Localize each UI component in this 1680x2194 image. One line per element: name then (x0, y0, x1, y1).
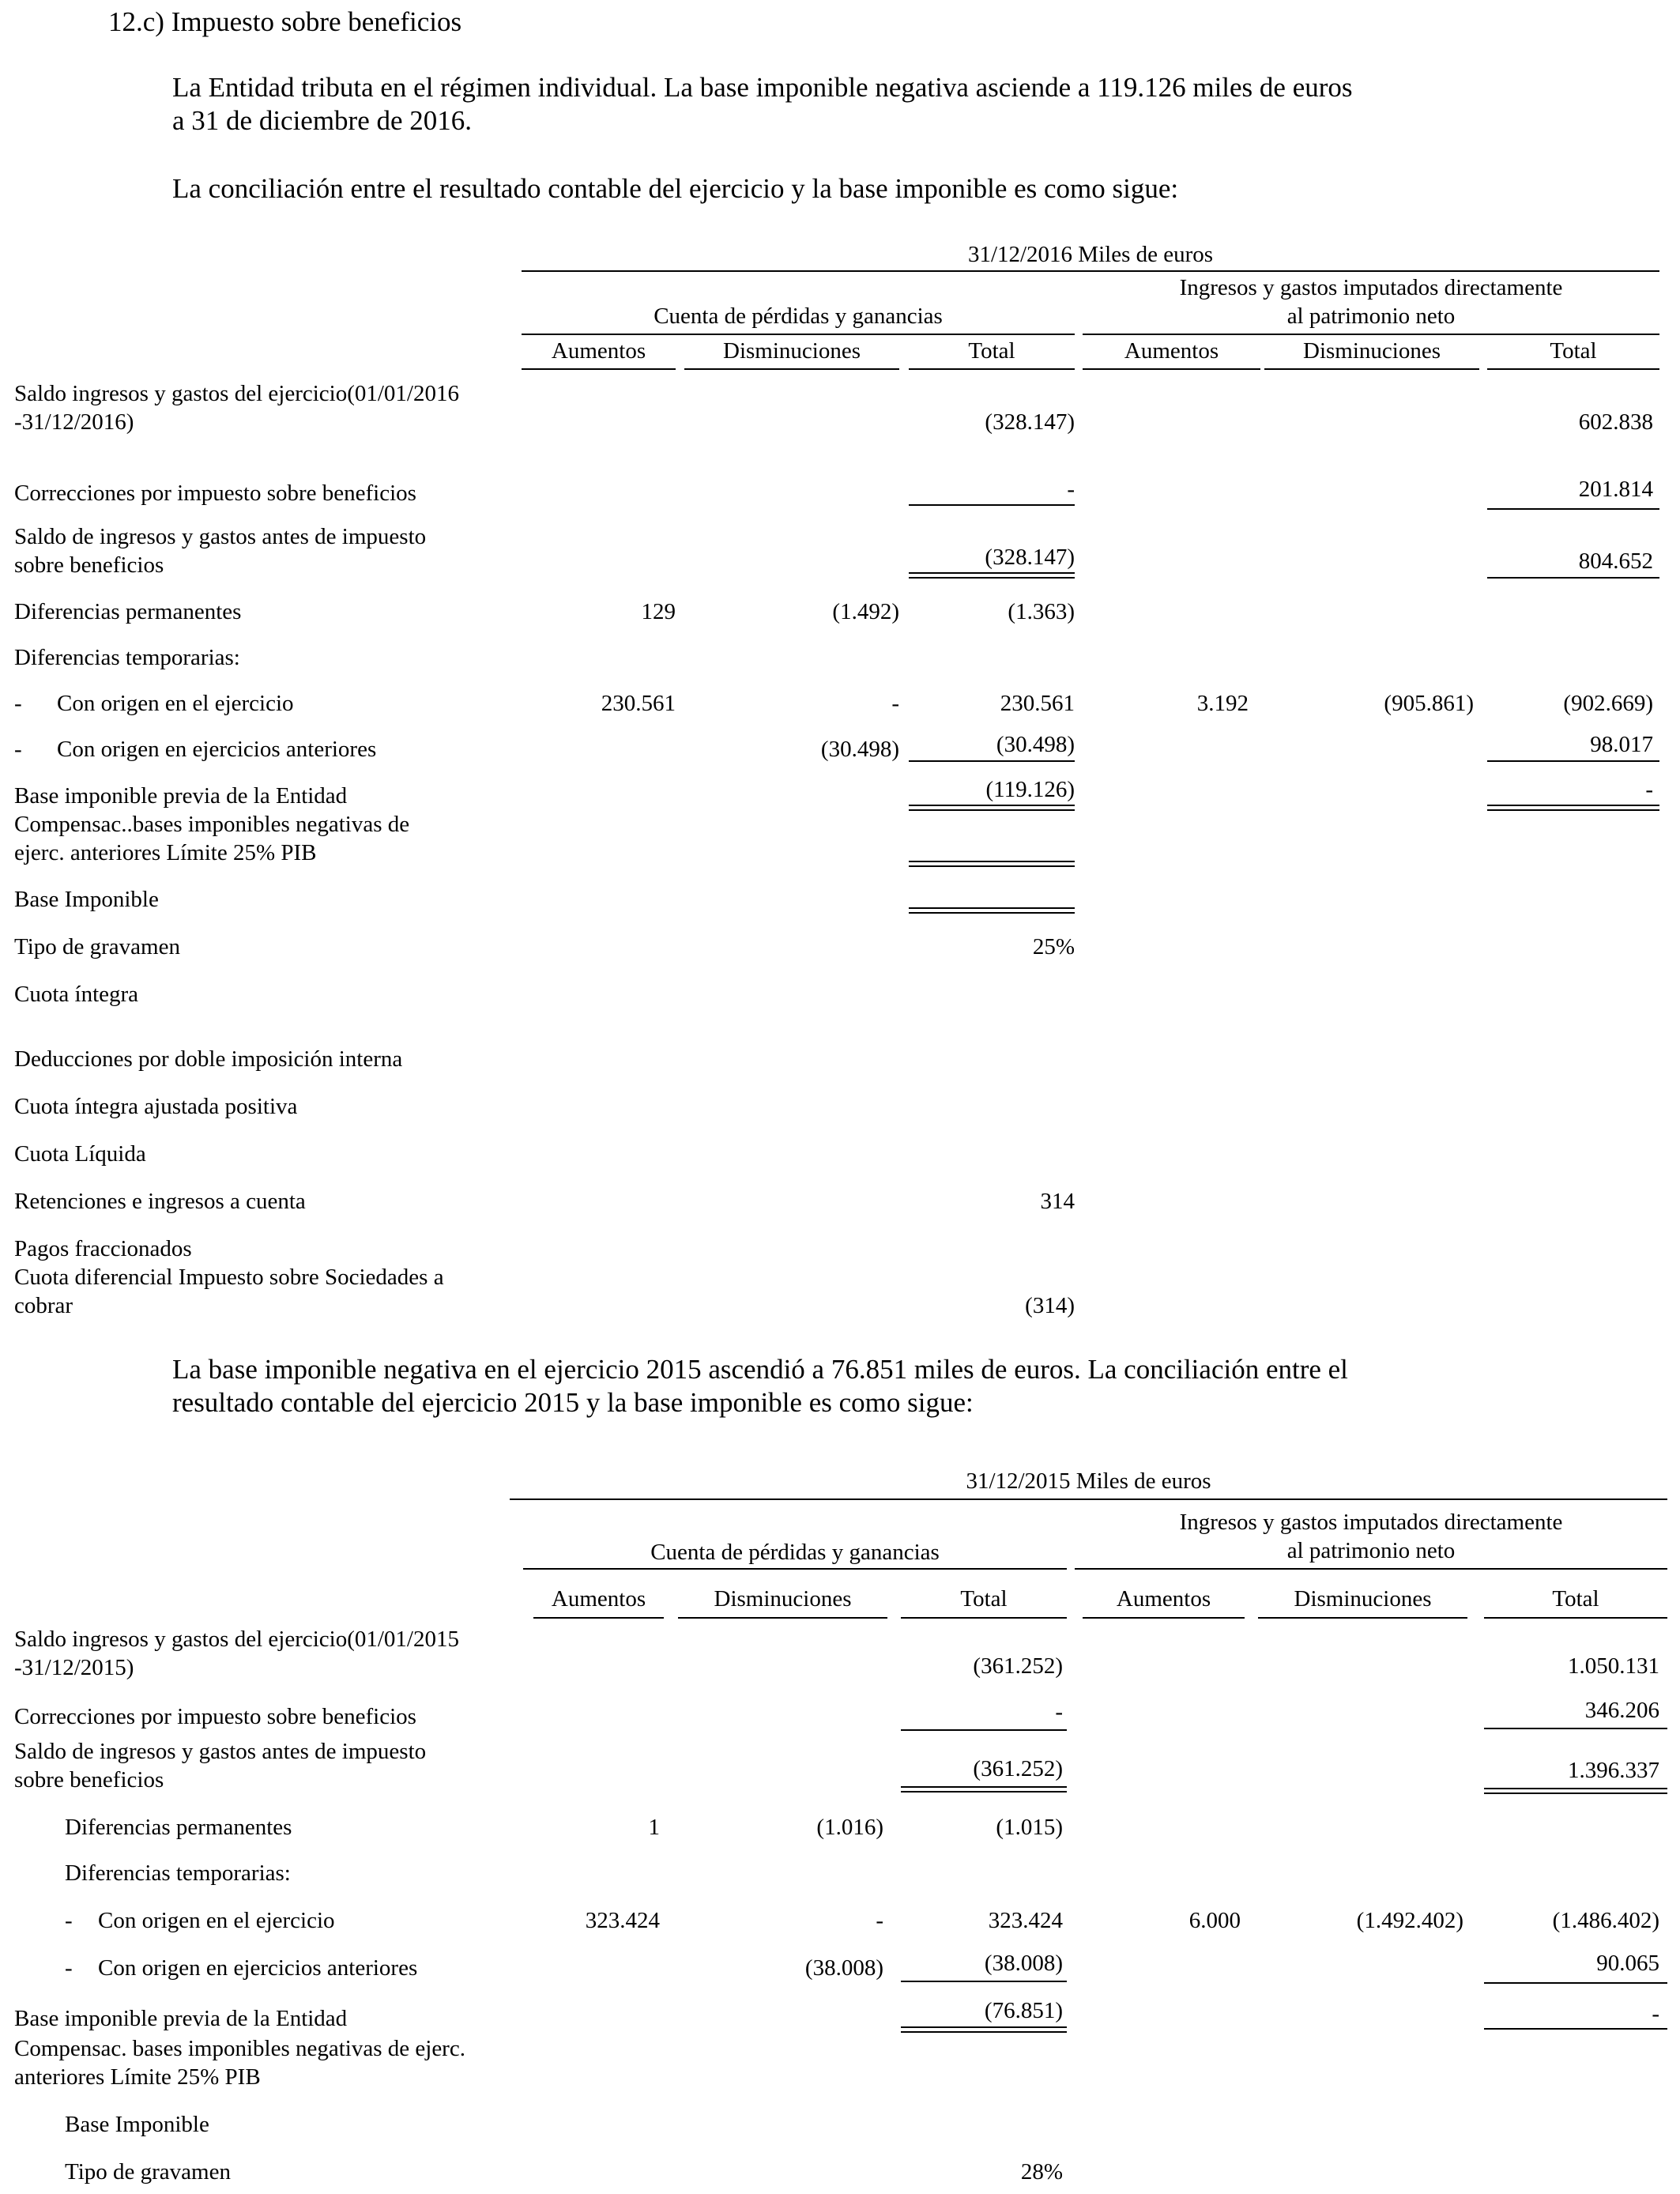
col-header-pn-disminuciones: Disminuciones (1303, 338, 1441, 364)
cell-pn-total: 1.396.337 (1568, 1758, 1659, 1783)
list-dash: - (65, 1908, 73, 1933)
subtotal-rule (901, 1981, 1067, 1982)
row-label: ejerc. anteriores Límite 25% PIB (14, 840, 317, 865)
col-header-total: Total (960, 1586, 1008, 1612)
cell-pn-total: (1.486.402) (1552, 1908, 1659, 1933)
col-header-total: Total (968, 338, 1015, 364)
row-label: Con origen en ejercicios anteriores (98, 1955, 418, 1981)
cell-total: 230.561 (1000, 691, 1075, 716)
row-label: anteriores Límite 25% PIB (14, 2064, 261, 2090)
row-label: Retenciones e ingresos a cuenta (14, 1189, 306, 1214)
col-rule (909, 368, 1075, 370)
cell-pn-total: 90.065 (1596, 1951, 1659, 1976)
row-label: Cuota diferencial Impuesto sobre Sociedades a (14, 1265, 444, 1290)
col-rule (678, 1617, 887, 1619)
cell-aumentos: 1 (648, 1815, 660, 1840)
row-label: cobrar (14, 1293, 73, 1318)
section-heading: 12.c) Impuesto sobre beneficios (108, 6, 462, 37)
row-label: sobre beneficios (14, 1767, 164, 1793)
cell-total: (30.498) (996, 732, 1075, 757)
cell-total: 314 (1040, 1189, 1075, 1214)
cell-pn-total: 602.838 (1578, 409, 1653, 435)
row-label: Diferencias temporarias: (65, 1860, 291, 1886)
row-label: Diferencias permanentes (14, 599, 242, 624)
row-label: -31/12/2016) (14, 409, 134, 435)
row-label: Diferencias temporarias: (14, 645, 240, 670)
list-dash: - (65, 1955, 73, 1981)
cell-pn-disminuciones: (1.492.402) (1356, 1908, 1463, 1933)
group-rule-pyg (522, 334, 1075, 335)
double-rule (1484, 1788, 1667, 1794)
double-rule (909, 805, 1075, 811)
row-label: Compensac. bases imponibles negativas de ejerc. (14, 2036, 465, 2061)
col-rule (684, 368, 899, 370)
subtotal-rule (909, 760, 1075, 762)
cell-disminuciones: - (876, 1908, 883, 1933)
row-label: Correcciones por impuesto sobre beneficios (14, 481, 416, 506)
intro-paragraph-line-2: a 31 de diciembre de 2016. (172, 105, 473, 136)
cell-disminuciones: - (891, 691, 899, 716)
row-label: Saldo ingresos y gastos del ejercicio(01/01/2015 (14, 1627, 459, 1652)
col-rule (1083, 1617, 1245, 1619)
cell-total: (328.147) (985, 545, 1075, 570)
double-rule (909, 572, 1075, 579)
row-label: Con origen en el ejercicio (98, 1908, 335, 1933)
row-label: Saldo de ingresos y gastos antes de impuesto (14, 524, 427, 549)
col-header-pn-aumentos: Aumentos (1116, 1586, 1211, 1612)
col-header-pn-total: Total (1552, 1586, 1599, 1612)
cell-total: (76.851) (984, 1998, 1063, 2023)
cell-aumentos: 323.424 (585, 1908, 660, 1933)
cell-total: 28% (1020, 2159, 1063, 2185)
row-label: Con origen en el ejercicio (57, 691, 294, 716)
row-label: Compensac..bases imponibles negativas de (14, 812, 410, 837)
group-header-pn-line-1: Ingresos y gastos imputados directamente (1179, 1510, 1563, 1535)
row-label: Saldo ingresos y gastos del ejercicio(01/01/2016 (14, 381, 459, 406)
group-header-pn-line-2: al patrimonio neto (1286, 303, 1456, 329)
subtotal-rule (1487, 508, 1659, 510)
row-label: Saldo de ingresos y gastos antes de impuesto (14, 1739, 427, 1764)
cell-pn-total: (902.669) (1563, 691, 1653, 716)
row-label: -31/12/2015) (14, 1655, 134, 1680)
col-rule (522, 368, 676, 370)
cell-total: 25% (1032, 934, 1075, 959)
header-rule (510, 1498, 1667, 1500)
row-label: Con origen en ejercicios anteriores (57, 737, 377, 762)
col-rule (533, 1617, 664, 1619)
cell-total: - (1055, 1699, 1063, 1725)
group-header-pyg: Cuenta de pérdidas y ganancias (654, 303, 943, 329)
row-label: Base Imponible (14, 887, 159, 912)
col-rule (1258, 1617, 1467, 1619)
cell-total: (361.252) (973, 1653, 1063, 1679)
col-rule (1083, 368, 1260, 370)
col-header-pn-disminuciones: Disminuciones (1294, 1586, 1432, 1612)
cell-pn-total: 201.814 (1578, 477, 1653, 502)
row-label: Pagos fraccionados (14, 1236, 192, 1261)
row-label: Base Imponible (65, 2112, 209, 2137)
cell-total: - (1067, 477, 1075, 502)
cell-total: (1.363) (1008, 599, 1075, 624)
cell-total: (361.252) (973, 1756, 1063, 1781)
row-label: Diferencias permanentes (65, 1815, 292, 1840)
row-label: Tipo de gravamen (65, 2159, 231, 2185)
row-label: Base imponible previa de la Entidad (14, 2006, 348, 2031)
cell-pn-total: 346.206 (1584, 1698, 1659, 1723)
double-rule (909, 907, 1075, 914)
cell-pn-aumentos: 3.192 (1196, 691, 1249, 716)
cell-disminuciones: (38.008) (804, 1955, 883, 1981)
group-header-pyg: Cuenta de pérdidas y ganancias (650, 1540, 940, 1565)
col-rule (1264, 368, 1479, 370)
col-header-pn-total: Total (1550, 338, 1597, 364)
row-label: Tipo de gravamen (14, 934, 180, 959)
col-rule (1484, 1617, 1667, 1619)
subtotal-rule (1484, 1728, 1667, 1729)
group-rule-pn (1075, 1568, 1667, 1570)
cell-total: (328.147) (985, 409, 1075, 435)
subtotal-rule (1487, 577, 1659, 579)
cell-total: (1.015) (996, 1815, 1063, 1840)
cell-pn-disminuciones: (905.861) (1384, 691, 1474, 716)
row-label: Cuota íntegra (14, 982, 139, 1007)
cell-total: (119.126) (985, 777, 1075, 802)
col-header-pn-aumentos: Aumentos (1124, 338, 1219, 364)
row-label: Cuota Líquida (14, 1141, 146, 1167)
cell-disminuciones: (30.498) (820, 737, 899, 762)
double-rule (909, 861, 1075, 867)
cell-total: (38.008) (984, 1951, 1063, 1976)
group-header-pn-line-1: Ingresos y gastos imputados directamente (1179, 275, 1563, 300)
row-label: Deducciones por doble imposición interna (14, 1046, 403, 1072)
cell-pn-total: 98.017 (1590, 732, 1653, 757)
cell-pn-total: 804.652 (1578, 548, 1653, 574)
list-dash: - (14, 737, 22, 762)
subtotal-rule (901, 1729, 1067, 1731)
col-header-aumentos: Aumentos (551, 1586, 646, 1612)
cell-pn-aumentos: 6.000 (1188, 1908, 1241, 1933)
group-rule-pn (1083, 334, 1659, 335)
period-header: 31/12/2016 Miles de euros (967, 242, 1214, 267)
subtotal-rule (1484, 1982, 1667, 1984)
cell-total: 323.424 (988, 1908, 1063, 1933)
double-rule (901, 2026, 1067, 2033)
cell-disminuciones: (1.492) (832, 599, 899, 624)
list-dash: - (14, 691, 22, 716)
group-header-pn-line-2: al patrimonio neto (1286, 1538, 1456, 1563)
conciliation-intro-2016: La conciliación entre el resultado contable del ejercicio y la base imponible es como sigue: (172, 173, 1179, 204)
col-header-disminuciones: Disminuciones (714, 1586, 852, 1612)
cell-aumentos: 230.561 (601, 691, 676, 716)
cell-total: (314) (1025, 1293, 1075, 1318)
row-label: sobre beneficios (14, 552, 164, 578)
period-header: 31/12/2015 Miles de euros (966, 1468, 1211, 1494)
row-label: Correcciones por impuesto sobre beneficios (14, 1704, 416, 1729)
subtotal-rule (909, 504, 1075, 506)
group-rule-pyg (523, 1568, 1067, 1570)
cell-pn-total: - (1645, 777, 1653, 802)
row-label: Base imponible previa de la Entidad (14, 783, 348, 809)
cell-disminuciones: (1.016) (816, 1815, 883, 1840)
cell-pn-total: 1.050.131 (1568, 1653, 1659, 1679)
subtotal-rule (1487, 760, 1659, 762)
header-rule (522, 270, 1659, 272)
cell-pn-total: - (1652, 2001, 1659, 2026)
paragraph-2015-line-2: resultado contable del ejercicio 2015 y la base imponible es como sigue: (172, 1387, 974, 1418)
paragraph-2015-line-1: La base imponible negativa en el ejercicio 2015 ascendió a 76.851 miles de euros. La conciliación entre el (172, 1354, 1348, 1385)
row-label: Cuota íntegra ajustada positiva (14, 1094, 298, 1119)
cell-aumentos: 129 (641, 599, 676, 624)
double-rule (1487, 805, 1659, 811)
col-rule (1487, 368, 1659, 370)
col-header-disminuciones: Disminuciones (723, 338, 861, 364)
col-header-aumentos: Aumentos (551, 338, 646, 364)
double-rule (901, 1786, 1067, 1793)
intro-paragraph-line-1: La Entidad tributa en el régimen individual. La base imponible negativa asciende a 119.126 miles de euros (172, 72, 1353, 103)
subtotal-rule (1484, 2028, 1667, 2030)
col-rule (901, 1617, 1067, 1619)
